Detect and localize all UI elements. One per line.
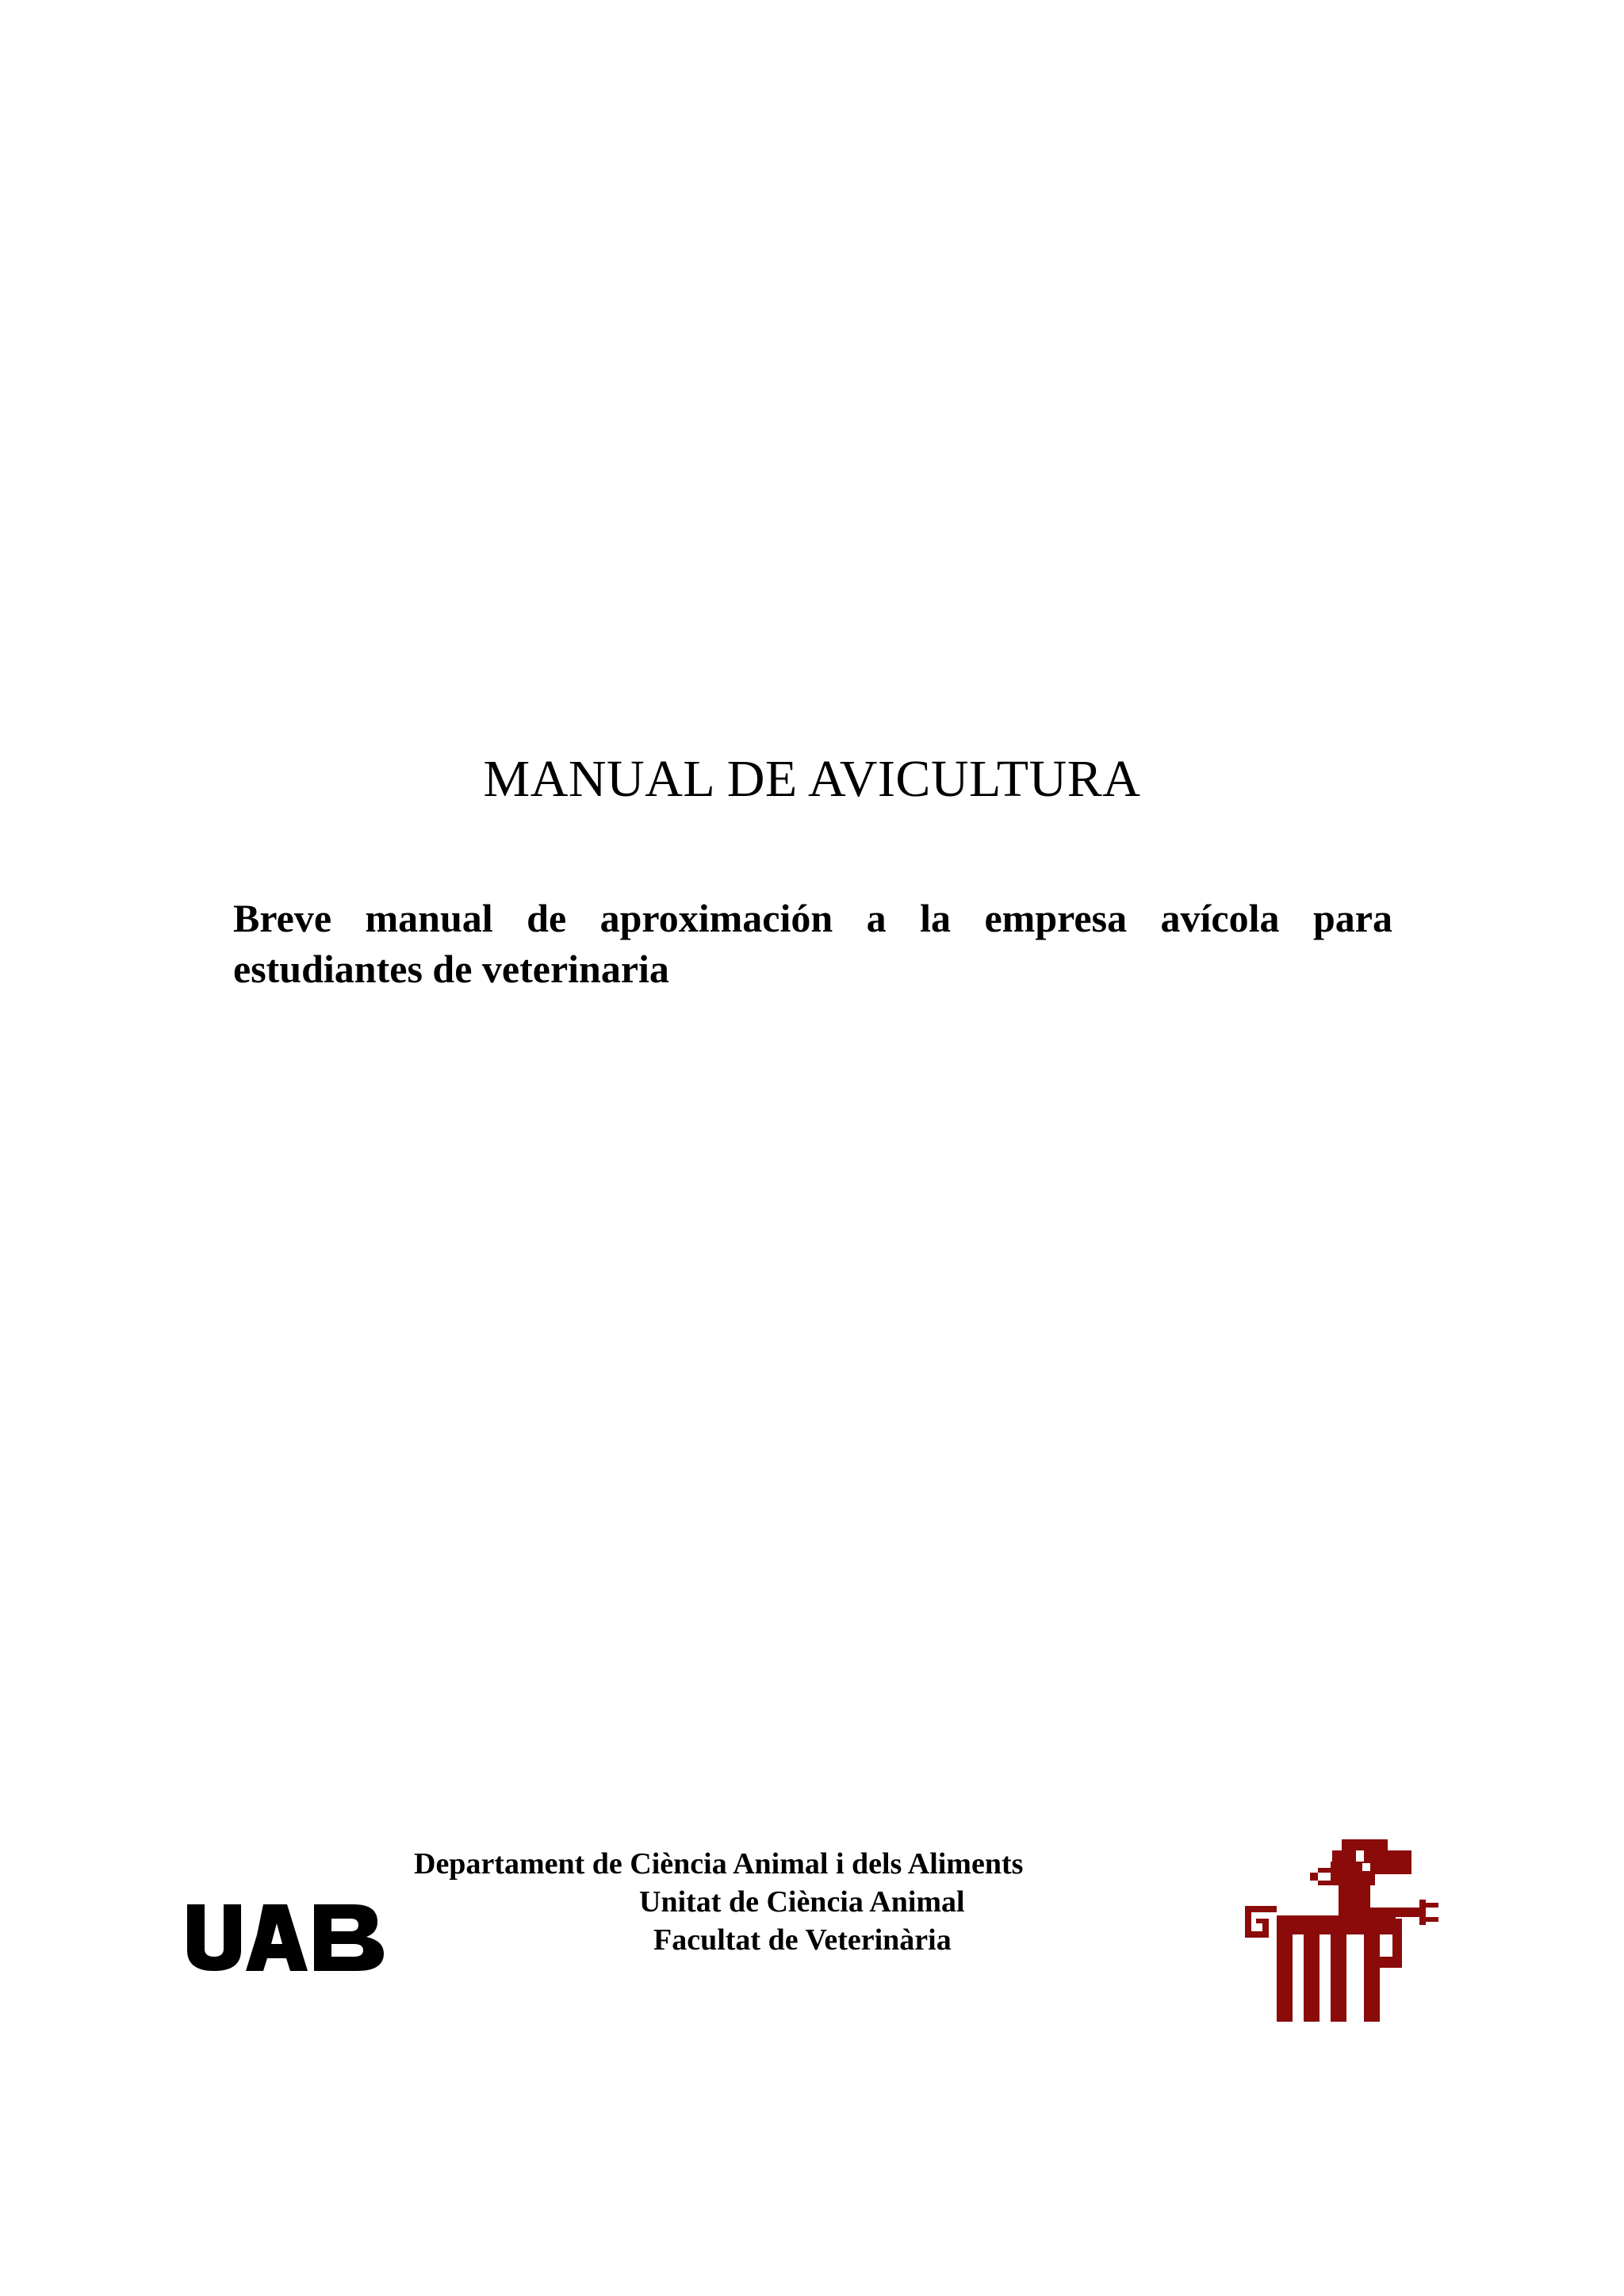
subtitle-line-1: Breve manual de aproximación a la empresa avícola para bbox=[233, 896, 1392, 940]
faculty-name: Facultat de Veterinària bbox=[653, 1923, 952, 1957]
document-subtitle bbox=[233, 893, 1392, 994]
document-title: MANUAL DE AVICULTURA bbox=[483, 750, 1141, 808]
subtitle-line-2: estudiantes de veterinaria bbox=[233, 947, 669, 991]
department-name: Departament de Ciència Animal i dels Aliments bbox=[414, 1847, 1024, 1881]
veterinary-faculty-logo bbox=[1245, 1839, 1451, 2034]
unit-name: Unitat de Ciència Animal bbox=[639, 1885, 965, 1919]
uab-logo bbox=[187, 1903, 385, 1973]
